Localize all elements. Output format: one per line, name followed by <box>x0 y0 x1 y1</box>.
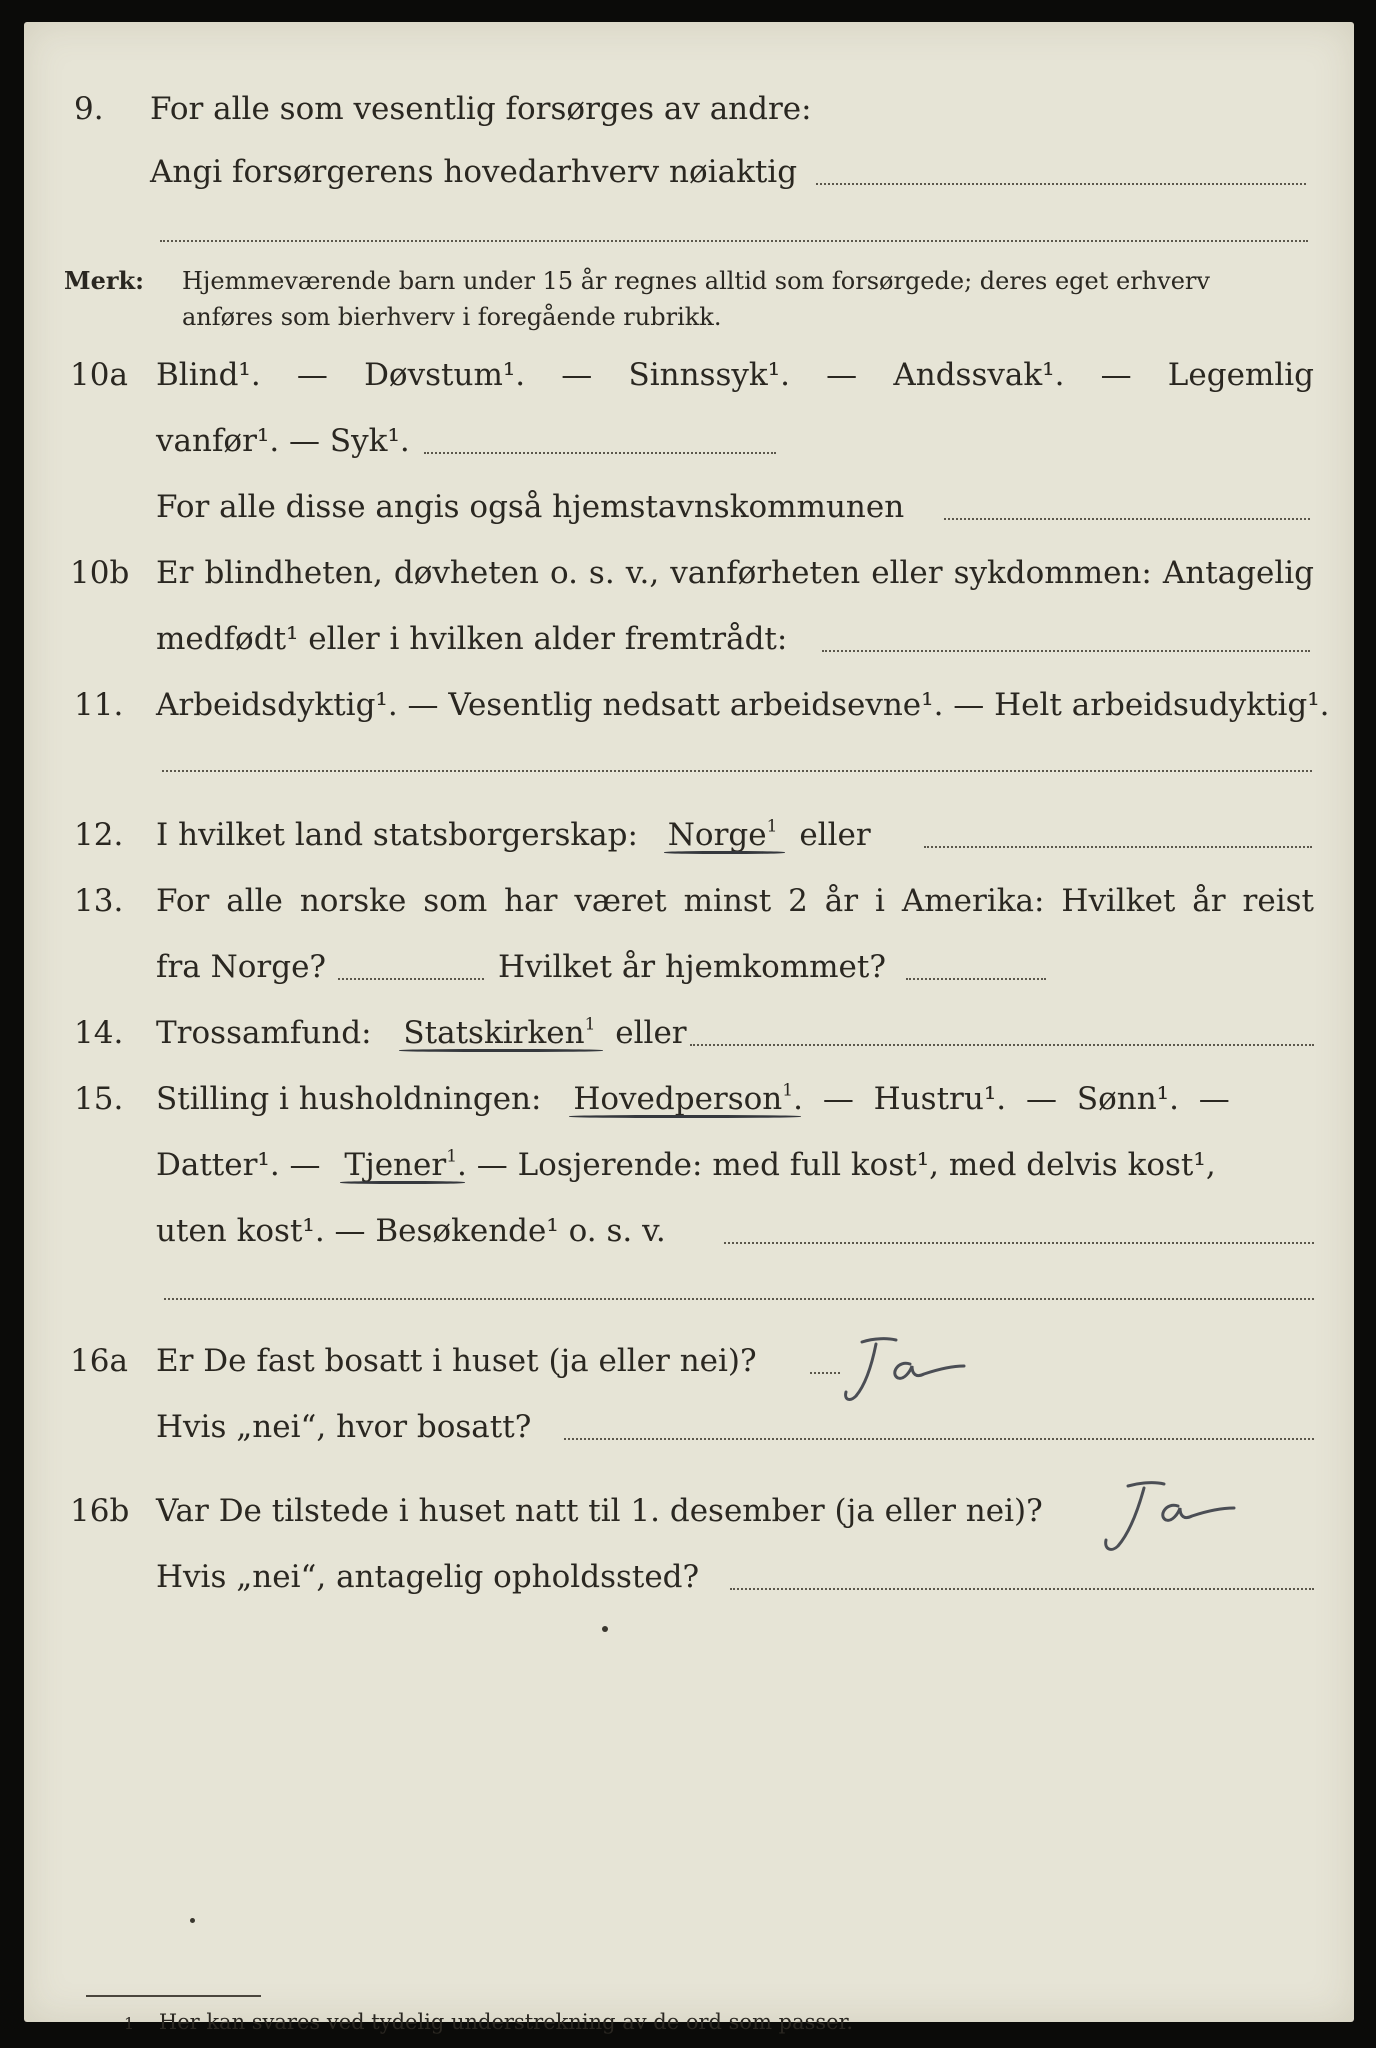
q14-question-text: Trossamfund: <box>156 1015 372 1051</box>
q11-row <box>24 680 1354 730</box>
q9-row <box>24 84 1354 134</box>
q14-or: eller <box>615 1015 687 1051</box>
q10a-answer-line[interactable] <box>424 452 776 454</box>
q15-number: 15. <box>74 1081 124 1117</box>
q10a-hometown: For alle disse angis også hjemstavnskommunen <box>156 489 905 525</box>
q15-row <box>24 1074 1354 1124</box>
q16a-number: 16a <box>70 1343 128 1379</box>
ink-speck <box>190 1918 195 1923</box>
q14-choice-text: Statskirken <box>403 1015 585 1051</box>
q15-choice-text: Hovedperson <box>573 1081 783 1117</box>
footnote-ref: 1 <box>766 816 778 837</box>
merk-row <box>24 262 1354 300</box>
q16a-question: Er De fast bosatt i huset (ja eller nei)? <box>156 1343 757 1379</box>
merk-text-2: anføres som bierhverv i foregående rubrikk. <box>182 303 722 331</box>
q15-options-3: uten kost¹. — Besøkende¹ o. s. v. <box>156 1213 666 1249</box>
merk-text-1: Hjemmeværende barn under 15 år regnes alltid som forsørgede; deres eget erhverv <box>182 267 1210 295</box>
q9-question-2: Angi forsørgerens hovedarhverv nøiaktig <box>150 154 798 190</box>
q10a-row <box>24 350 1354 400</box>
q15-daughter: Datter¹. — <box>156 1147 321 1183</box>
q16b-number: 16b <box>70 1493 130 1529</box>
q12-question-text: I hvilket land statsborgerskap: <box>156 817 638 853</box>
q9-number: 9. <box>74 91 104 127</box>
q11-number: 11. <box>74 687 124 723</box>
footnote-ref: 1 <box>584 1014 596 1035</box>
q16b-followup: Hvis „nei“, antagelig opholdssted? <box>156 1559 700 1595</box>
q10b-row-2 <box>24 614 1354 664</box>
q12-choice-text: Norge <box>667 817 767 853</box>
q10a-number: 10a <box>70 357 128 393</box>
q13-departed-label: fra Norge? <box>156 949 327 985</box>
q14-number: 14. <box>74 1015 124 1051</box>
q12-number: 12. <box>74 817 124 853</box>
q15-choice-underlined[interactable] <box>573 1074 793 1124</box>
q15-servant-text: Tjener <box>344 1147 447 1183</box>
q10b-answer-line[interactable] <box>822 650 1310 652</box>
q13-number: 13. <box>74 883 124 919</box>
q9-answer-line[interactable] <box>816 183 1306 185</box>
q14-row <box>24 1008 1354 1058</box>
q10b-number: 10b <box>70 555 130 591</box>
q15-servant-underlined[interactable] <box>344 1140 457 1190</box>
q15-lodger-options: . — Losjerende: med full kost¹, med delvis kost¹, <box>457 1147 1216 1183</box>
q14-question <box>156 1008 687 1058</box>
q10a-row-2 <box>24 416 1354 466</box>
q16a-followup-line[interactable] <box>564 1438 1314 1440</box>
census-form-page <box>24 22 1354 2034</box>
q13-row-2 <box>24 942 1354 992</box>
q16b-handwritten-answer <box>1084 1470 1254 1560</box>
q15-row-2 <box>24 1140 1354 1190</box>
q15-question <box>156 1074 1230 1124</box>
q12-answer-line[interactable] <box>924 846 1312 848</box>
q15-question-text: Stilling i husholdningen: <box>156 1081 542 1117</box>
q10a-hometown-line[interactable] <box>944 518 1310 520</box>
q15-row-3 <box>24 1206 1354 1256</box>
footnote-ref: 1 <box>782 1080 794 1101</box>
q16a-row <box>24 1336 1354 1386</box>
ink-speck <box>602 1626 608 1632</box>
q9-row-2 <box>24 147 1354 197</box>
merk-label: Merk: <box>64 266 144 295</box>
q10a-options-2: vanfør¹. — Syk¹. <box>156 423 410 459</box>
q12-row <box>24 810 1354 860</box>
q9-answer-line-2[interactable] <box>160 240 1308 242</box>
q13-departed-line[interactable] <box>338 978 484 980</box>
footnote-ref: 1 <box>446 1146 458 1167</box>
q16a-row-2 <box>24 1402 1354 1452</box>
footnote <box>124 2007 853 2039</box>
q10b-row <box>24 548 1354 598</box>
q14-answer-line[interactable] <box>690 1044 1314 1046</box>
q9-question: For alle som vesentlig forsørges av andre: <box>150 91 812 127</box>
q10b-question-2: medfødt¹ eller i hvilken alder fremtrådt: <box>156 621 788 657</box>
q12-question <box>156 810 871 860</box>
q16a-handwritten-answer <box>832 1330 992 1410</box>
q16b-question: Var De tilstede i huset natt til 1. desember (ja eller nei)? <box>156 1493 1043 1529</box>
q13-returned-label: Hvilket år hjemkommet? <box>498 949 886 985</box>
q16a-followup: Hvis „nei“, hvor bosatt? <box>156 1409 532 1445</box>
q13-row <box>24 876 1354 926</box>
q13-question: For alle norske som har været minst 2 år i Amerika: Hvilket år reist <box>156 883 1314 919</box>
merk-row-2 <box>24 298 1354 336</box>
q11-options: Arbeidsdyktig¹. — Vesentlig nedsatt arbeidsevne¹. — Helt arbeidsudyktig¹. <box>156 687 1330 723</box>
q10a-row-3 <box>24 482 1354 532</box>
q15-options-2 <box>156 1140 1216 1190</box>
q10a-options: Blind¹. — Døvstum¹. — Sinnssyk¹. — Andssvak¹. — Legemlig <box>156 357 1314 393</box>
q12-choice-underlined[interactable] <box>668 810 778 860</box>
q14-choice-underlined[interactable] <box>403 1008 595 1058</box>
q15-options-1: . — Hustru¹. — Sønn¹. — <box>793 1081 1230 1117</box>
q10b-question: Er blindheten, døvheten o. s. v., vanførheten eller sykdommen: Antagelig <box>156 555 1314 591</box>
ja-script-icon <box>832 1330 992 1410</box>
q11-answer-line[interactable] <box>162 770 1312 772</box>
q16b-row-2 <box>24 1552 1354 1602</box>
ja-script-icon <box>1084 1470 1254 1560</box>
footnote-separator <box>86 1995 261 1997</box>
footnote-text: Her kan svares ved tydelig understrekning av de ord som passer. <box>158 2010 854 2034</box>
q15-answer-line[interactable] <box>724 1242 1314 1244</box>
q13-returned-line[interactable] <box>906 978 1046 980</box>
q16b-followup-line[interactable] <box>730 1588 1314 1590</box>
q15-answer-line-2[interactable] <box>164 1298 1314 1300</box>
footnote-mark: 1 <box>124 2014 135 2033</box>
q12-or: eller <box>799 817 871 853</box>
